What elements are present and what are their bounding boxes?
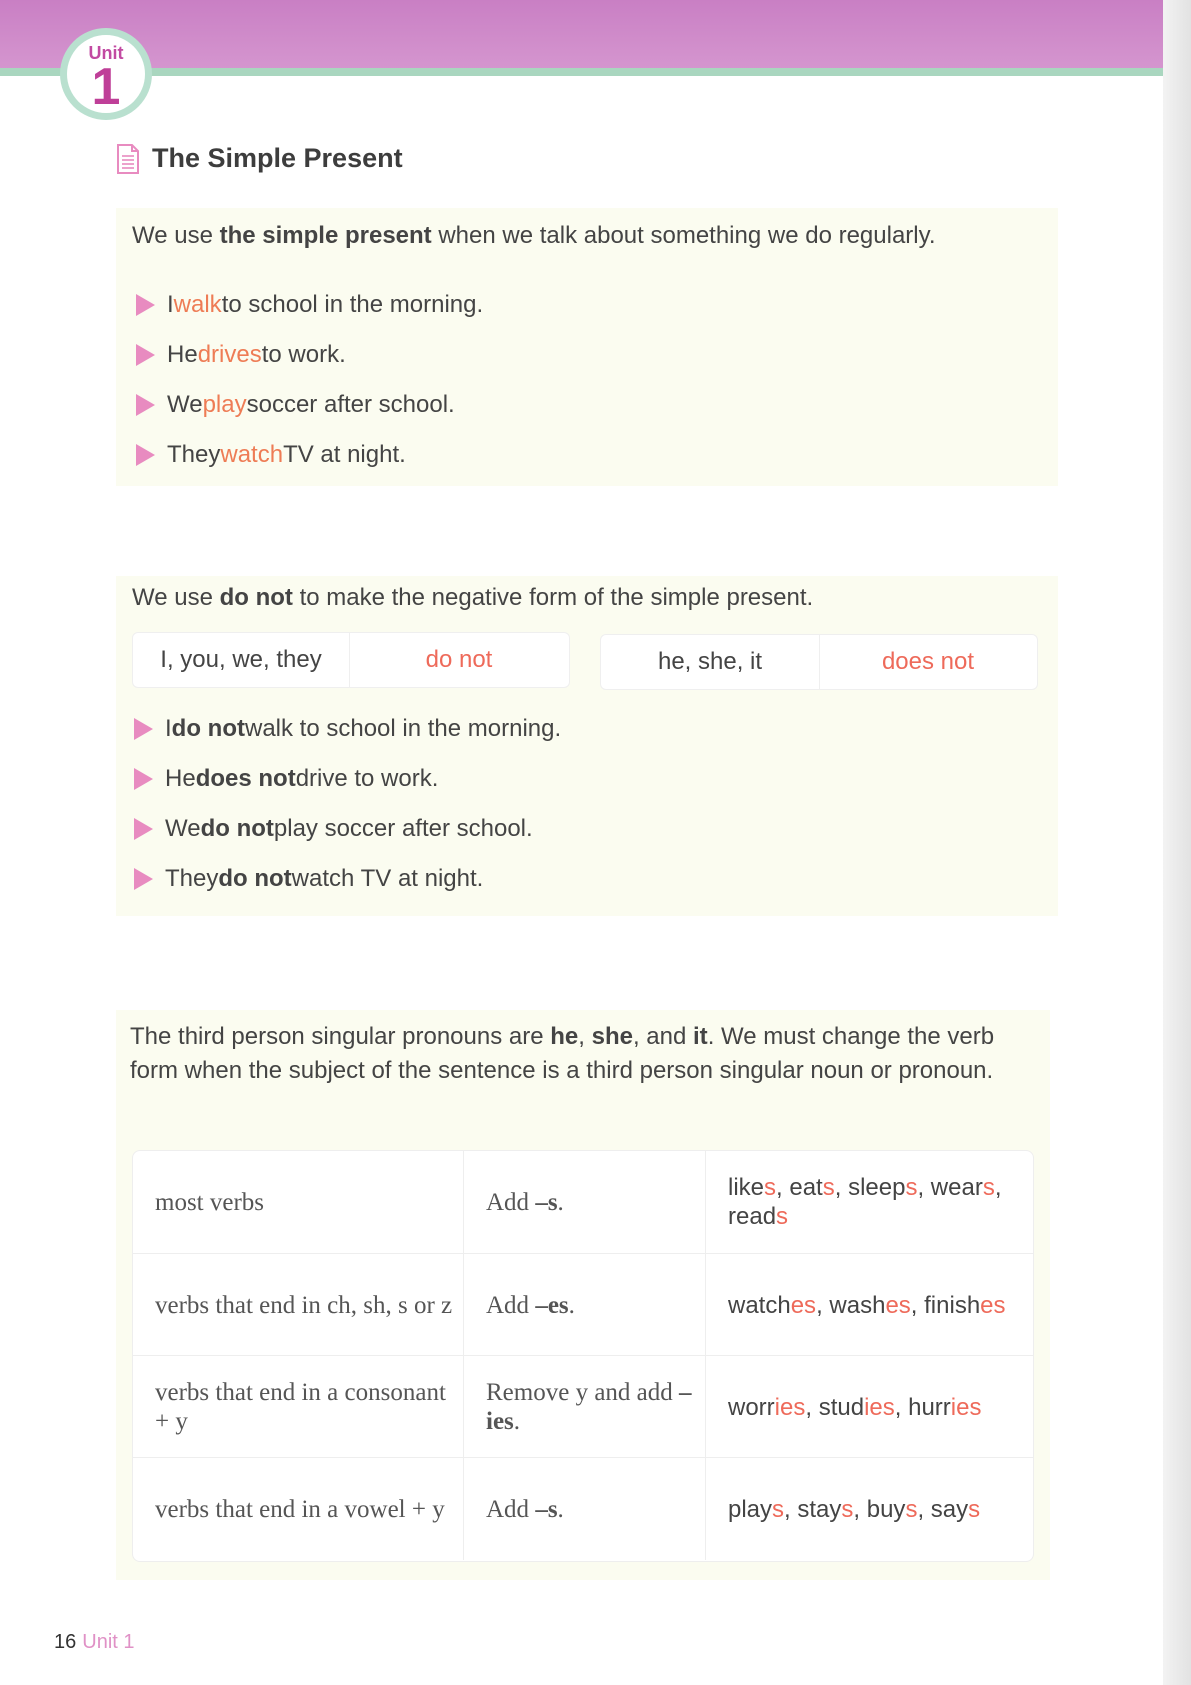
example-item: They do not watch TV at night. xyxy=(134,854,561,904)
pronoun-list: I, you, we, they xyxy=(160,646,322,673)
triangle-bullet-icon xyxy=(134,768,153,790)
triangle-bullet-icon xyxy=(134,718,153,740)
triangle-bullet-icon xyxy=(134,818,153,840)
example-item: We do not play soccer after school. xyxy=(134,804,561,854)
title-row xyxy=(116,143,403,174)
rule-cell: verbs that end in a consonant + y xyxy=(155,1379,446,1435)
triangle-bullet-icon xyxy=(136,394,155,416)
page-edge xyxy=(1163,0,1191,1685)
page-footer xyxy=(54,1631,135,1654)
simple-present-panel xyxy=(116,208,1058,486)
rule-cell: verbs that end in a vowel + y xyxy=(155,1495,445,1523)
table-row xyxy=(133,1253,1033,1356)
triangle-bullet-icon xyxy=(134,868,153,890)
examples-cell: likes, eats, sleeps, wears, reads xyxy=(705,1151,1048,1253)
example-item: We play soccer after school. xyxy=(136,380,483,430)
action-cell: Add –es. xyxy=(463,1254,706,1356)
footer-unit-label: Unit 1 xyxy=(82,1631,135,1653)
page-number: 16 xyxy=(54,1631,77,1653)
action-cell: Add –s. xyxy=(463,1151,706,1253)
action-cell: Remove y and add –ies. xyxy=(463,1356,706,1458)
section1-examples xyxy=(136,280,483,480)
example-item: They watch TV at night. xyxy=(136,430,483,480)
example-item: He does not drive to work. xyxy=(134,754,561,804)
section2-intro: We use do not to make the negative form of the simple present. xyxy=(132,584,814,611)
section3-intro: The third person singular pronouns are he, she, and it. We must change the verb form when the subject of the sentence is a third person singular noun or pronoun. xyxy=(130,1023,995,1084)
table-row xyxy=(133,1151,1033,1253)
example-item: I do not walk to school in the morning. xyxy=(134,704,561,754)
header-line xyxy=(0,68,1163,76)
section2-examples xyxy=(134,704,561,904)
section1-intro: We use the simple present when we talk about something we do regularly. xyxy=(132,222,936,249)
document-icon xyxy=(116,144,140,174)
page-title: The Simple Present xyxy=(152,143,403,173)
action-cell: Add –s. xyxy=(463,1458,706,1560)
negative-form: do not xyxy=(349,633,568,687)
unit-number: 1 xyxy=(91,58,121,116)
rule-cell: verbs that end in ch, sh, s or z xyxy=(155,1291,453,1319)
table-row xyxy=(133,1457,1033,1560)
pronoun-list: he, she, it xyxy=(657,648,763,675)
examples-cell: worries, studies, hurries xyxy=(705,1356,1048,1458)
header-band xyxy=(0,0,1163,70)
rule-cell: most verbs xyxy=(155,1188,265,1216)
triangle-bullet-icon xyxy=(136,344,155,366)
pronoun-box-plural xyxy=(132,632,570,688)
unit-word: Unit xyxy=(88,43,124,63)
negative-form-panel xyxy=(116,576,1058,916)
example-item: He drives to work. xyxy=(136,330,483,380)
verb-rules-table xyxy=(132,1150,1034,1562)
negative-form: does not xyxy=(819,635,1036,689)
triangle-bullet-icon xyxy=(136,294,155,316)
examples-cell: watches, washes, finishes xyxy=(705,1254,1048,1356)
unit-badge xyxy=(60,28,152,120)
example-item: I walk to school in the morning. xyxy=(136,280,483,330)
table-row xyxy=(133,1355,1033,1458)
triangle-bullet-icon xyxy=(136,444,155,466)
pronoun-box-singular xyxy=(600,634,1038,690)
examples-cell: plays, stays, buys, says xyxy=(705,1458,1048,1560)
